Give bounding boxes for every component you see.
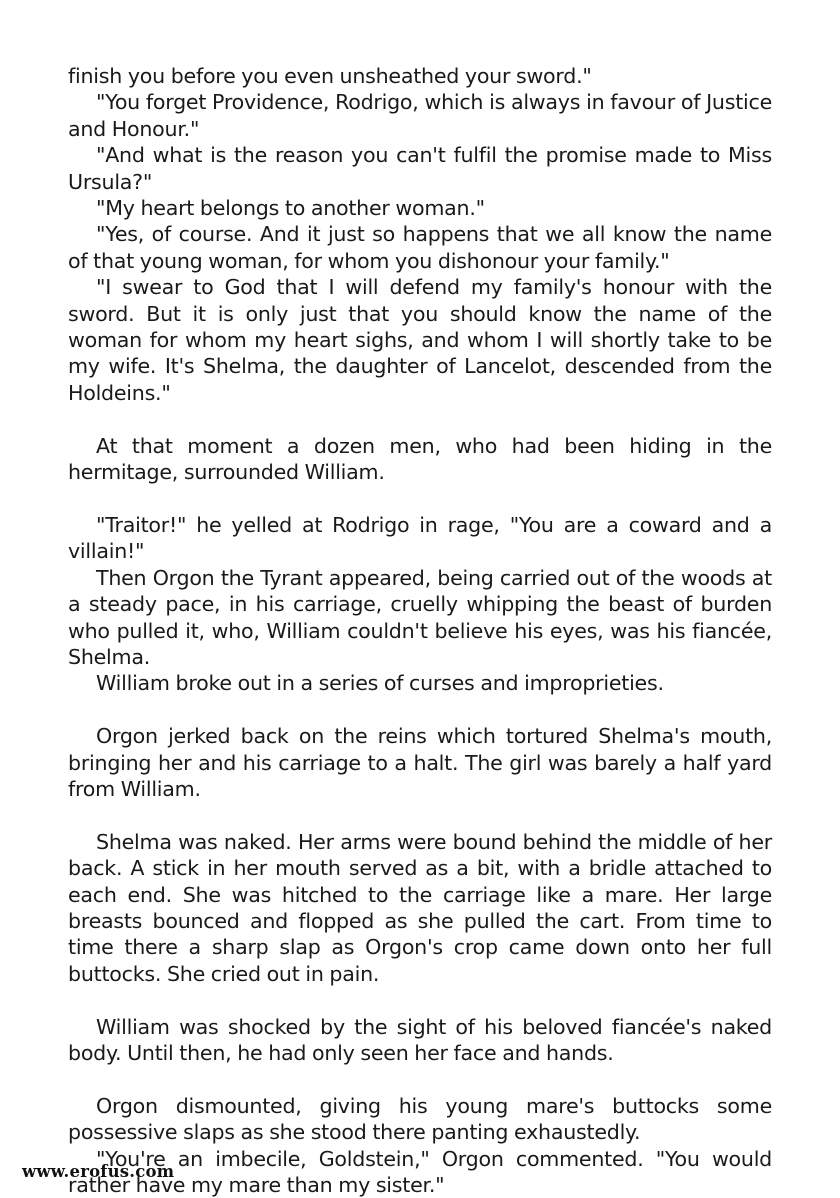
watermark: www.erofus.com	[22, 1162, 175, 1181]
paragraph: "My heart belongs to another woman."	[96, 196, 485, 221]
paragraph: "You forget Providence, Rodrigo, which is always in favour of Justice and Honour."	[68, 90, 772, 141]
paragraph: Orgon dismounted, giving his young mare's buttocks some possessive slaps as she stood there panting exhaustedly.	[68, 1093, 772, 1145]
paragraph: Shelma was naked. Her arms were bound behind the middle of her back. A stick in her mouth served as a bit, with a bridle attached to each end. She was hitched to the carriage like a mare. Her large breasts bounced and flopped as she pulled the cart. From time to time there a sharp slap as Orgon's crop came down onto her full buttocks. She cried out in pain.	[68, 829, 772, 986]
paragraph: William was shocked by the sight of his beloved fiancée's naked body. Until then, he had only seen her face and hands.	[68, 1014, 772, 1065]
paragraph: Then Orgon the Tyrant appeared, being carried out of the woods at a steady pace, in his carriage, cruelly whipping the beast of burden who pulled it, who, William couldn't believe his eyes, was his fiancée, Shelma.	[68, 565, 772, 669]
paragraph: Orgon jerked back on the reins which tortured Shelma's mouth, bringing her and his carriage to a halt. The girl was barely a half yard from William.	[68, 724, 772, 801]
paragraph: "Traitor!" he yelled at Rodrigo in rage, "You are a coward and a villain!"	[68, 512, 772, 564]
paragraph: finish you before you even unsheathed your sword."	[68, 64, 592, 88]
paragraph: "You're an imbecile, Goldstein," Orgon commented. "You would rather have my mare than my sister."	[68, 1146, 772, 1197]
paragraph: "Yes, of course. And it just so happens that we all know the name of that young woman, for whom you dishonour your family."	[68, 222, 772, 273]
paragraph: "And what is the reason you can't fulfil the promise made to Miss Ursula?"	[68, 143, 772, 194]
page-body	[68, 63, 772, 1198]
paragraph: "I swear to God that I will defend my family's honour with the sword. But it is only just that you should know the name of the woman for whom my heart sighs, and whom I will shortly take to be my wife. It's Shelma, the daughter of Lancelot, descended from the Holdeins."	[68, 275, 772, 405]
paragraph: At that moment a dozen men, who had been hiding in the hermitage, surrounded William.	[68, 433, 772, 485]
paragraph: William broke out in a series of curses and improprieties.	[96, 671, 664, 696]
